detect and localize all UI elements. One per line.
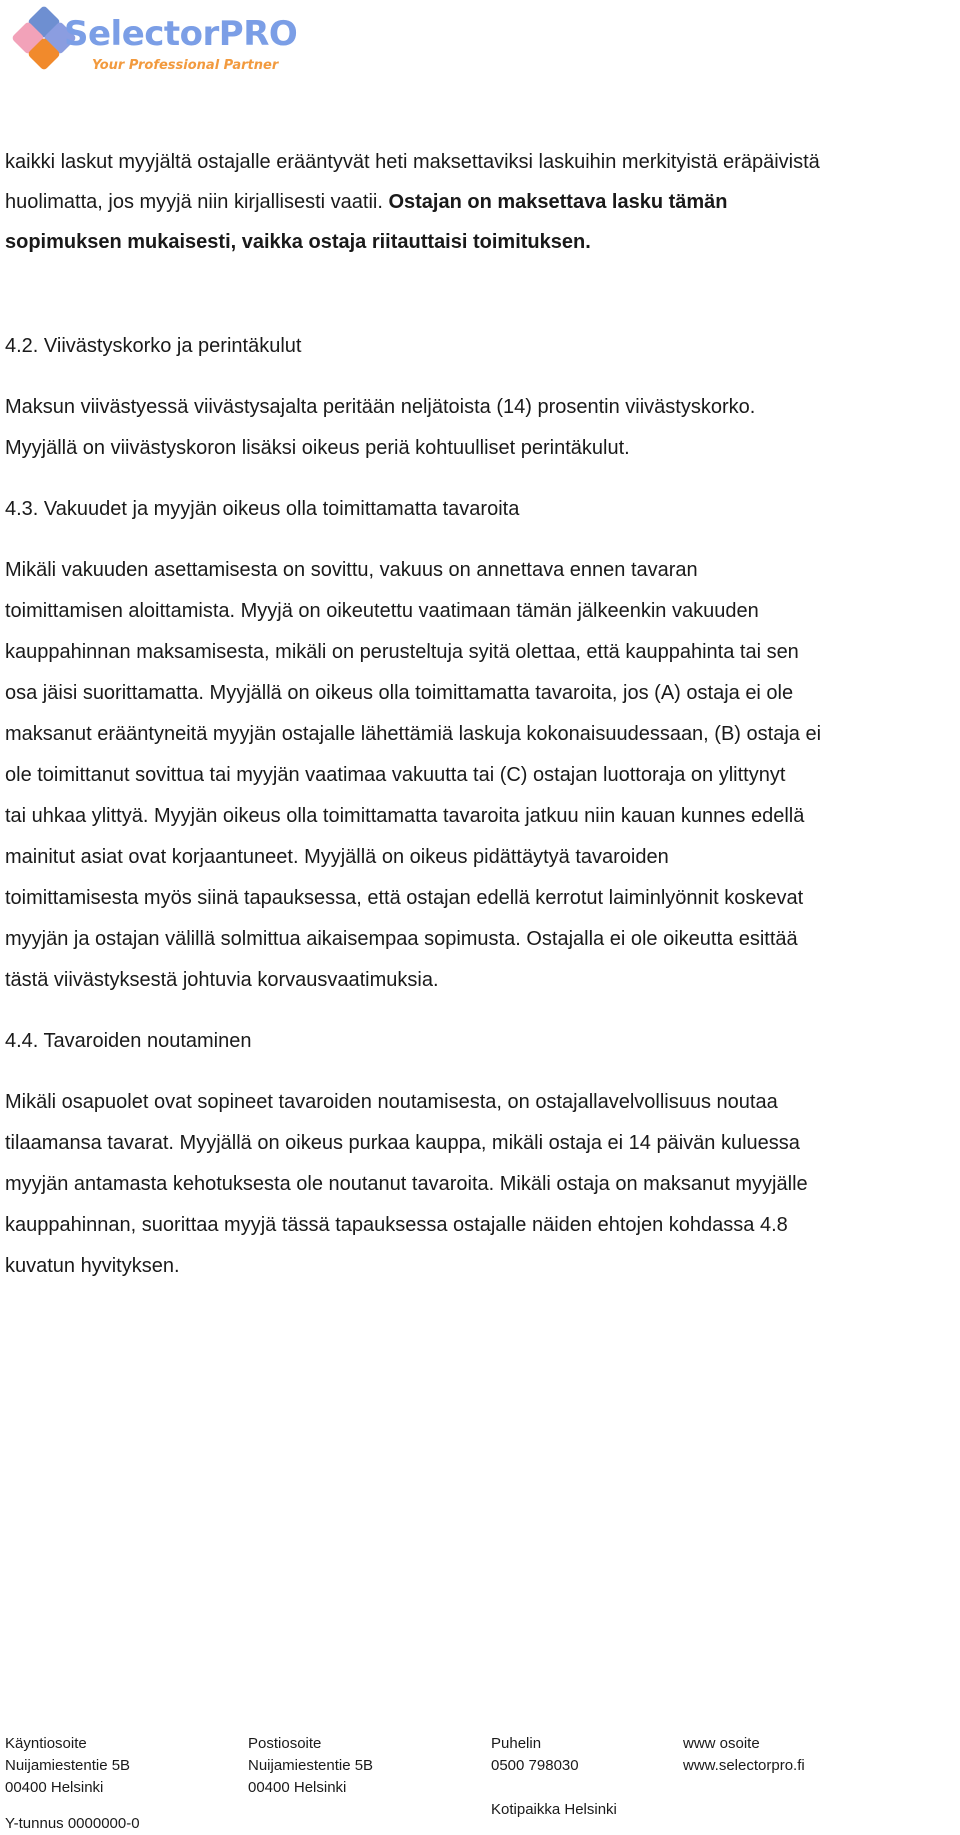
footer-postal-address — [248, 1733, 373, 1799]
bold-text: Ostajan on maksettava lasku tämän — [388, 191, 728, 213]
paragraph-line: Myyjällä on viivästyskoron lisäksi oikeus periä kohtuulliset perintäkulut. — [5, 437, 630, 459]
paragraph-line: Mikäli vakuuden asettamisesta on sovittu, vakuus on annettava ennen tavaran — [5, 559, 698, 581]
footer-label: Postiosoite — [248, 1735, 322, 1752]
selectorpro-logo — [14, 6, 314, 78]
document-body — [5, 142, 953, 1287]
paragraph-line: toimittamisesta myös siinä tapauksessa, että ostajan edellä kerrotut laiminlyönnit koskevat — [5, 887, 804, 909]
section-heading: 4.4. Tavaroiden noutaminen — [5, 1030, 252, 1052]
paragraph-line: kauppahinnan maksamisesta, mikäli on perusteltuja syitä olettaa, että kauppahinta tai sen — [5, 641, 799, 663]
paragraph-line — [5, 182, 953, 222]
paragraph-line: mainitut asiat ovat korjaantuneet. Myyjällä on oikeus pidättäytyä tavaroiden — [5, 846, 669, 868]
paragraph-line: kuvatun hyvityksen. — [5, 1255, 180, 1277]
footer-phone — [491, 1733, 617, 1821]
paragraph-line: tästä viivästyksestä johtuvia korvausvaatimuksia. — [5, 969, 439, 991]
footer-visiting-address — [5, 1733, 140, 1835]
paragraph-line: tai uhkaa ylittyä. Myyjän oikeus olla toimittamatta tavaroita jatkuu niin kauan kunnes edellä — [5, 805, 805, 827]
section-heading: 4.3. Vakuudet ja myyjän oikeus olla toimittamatta tavaroita — [5, 498, 520, 520]
section-4-4 — [5, 1021, 953, 1287]
section-4-2 — [5, 326, 953, 469]
section-heading: 4.2. Viivästyskorko ja perintäkulut — [5, 335, 302, 357]
paragraph-line: myyjän antamasta kehotuksesta ole noutanut tavaroita. Mikäli ostaja on maksanut myyjälle — [5, 1173, 808, 1195]
paragraph-line: kauppahinnan, suorittaa myyjä tässä tapauksessa ostajalle näiden ehtojen kohdassa 4.8 — [5, 1214, 788, 1236]
paragraph-line: Mikäli osapuolet ovat sopineet tavaroiden noutamisesta, on ostajallavelvollisuus noutaa — [5, 1091, 778, 1113]
logo-name: SelectorPRO — [64, 14, 298, 54]
paragraph-line: kaikki laskut myyjältä ostajalle erääntyvät heti maksettaviksi laskuihin merkityistä eräpäivistä — [5, 151, 820, 173]
paragraph-line — [5, 222, 953, 262]
paragraph-line: myyjän ja ostajan välillä solmittua aikaisempaa sopimusta. Ostajalla ei ole oikeutta esittää — [5, 928, 798, 950]
plain-text: huolimatta, jos myyjä niin kirjallisesti vaatii. — [5, 191, 389, 213]
section-4-1-continued — [5, 142, 953, 262]
bold-text: sopimuksen mukaisesti, vaikka ostaja riitauttaisi toimituksen. — [5, 231, 591, 253]
footer-city: 00400 Helsinki — [5, 1779, 104, 1796]
footer-web-url[interactable]: www.selectorpro.fi — [683, 1757, 805, 1774]
footer-city: 00400 Helsinki — [248, 1779, 347, 1796]
footer-web — [683, 1733, 805, 1777]
paragraph-line: maksanut erääntyneitä myyjän ostajalle lähettämiä laskuja kokonaisuudessaan, (B) ostaja ei — [5, 723, 822, 745]
paragraph-line: ole toimittanut sovittua tai myyjän vaatimaa vakuutta tai (C) ostajan luottoraja on ylittynyt — [5, 764, 786, 786]
footer-label: www osoite — [683, 1735, 760, 1752]
footer-domicile: Kotipaikka Helsinki — [491, 1801, 617, 1818]
paragraph-line: osa jäisi suorittamatta. Myyjällä on oikeus olla toimittamatta tavaroita, jos (A) ostaja ei ole — [5, 682, 794, 704]
footer-street: Nuijamiestentie 5B — [5, 1757, 131, 1774]
paragraph-line: toimittamisen aloittamista. Myyjä on oikeutettu vaatimaan tämän jälkeenkin vakuuden — [5, 600, 759, 622]
section-4-3 — [5, 489, 953, 1001]
paragraph-line: tilaamansa tavarat. Myyjällä on oikeus purkaa kauppa, mikäli ostaja ei 14 päivän kuluessa — [5, 1132, 800, 1154]
footer-business-id: Y-tunnus 0000000-0 — [5, 1815, 140, 1832]
footer-label: Käyntiosoite — [5, 1735, 87, 1752]
logo-tagline: Your Professional Partner — [92, 58, 279, 73]
footer-street: Nuijamiestentie 5B — [248, 1757, 374, 1774]
paragraph-line: Maksun viivästyessä viivästysajalta peritään neljätoista (14) prosentin viivästyskorko. — [5, 396, 756, 418]
footer-phone-number: 0500 798030 — [491, 1757, 579, 1774]
footer-label: Puhelin — [491, 1735, 542, 1752]
